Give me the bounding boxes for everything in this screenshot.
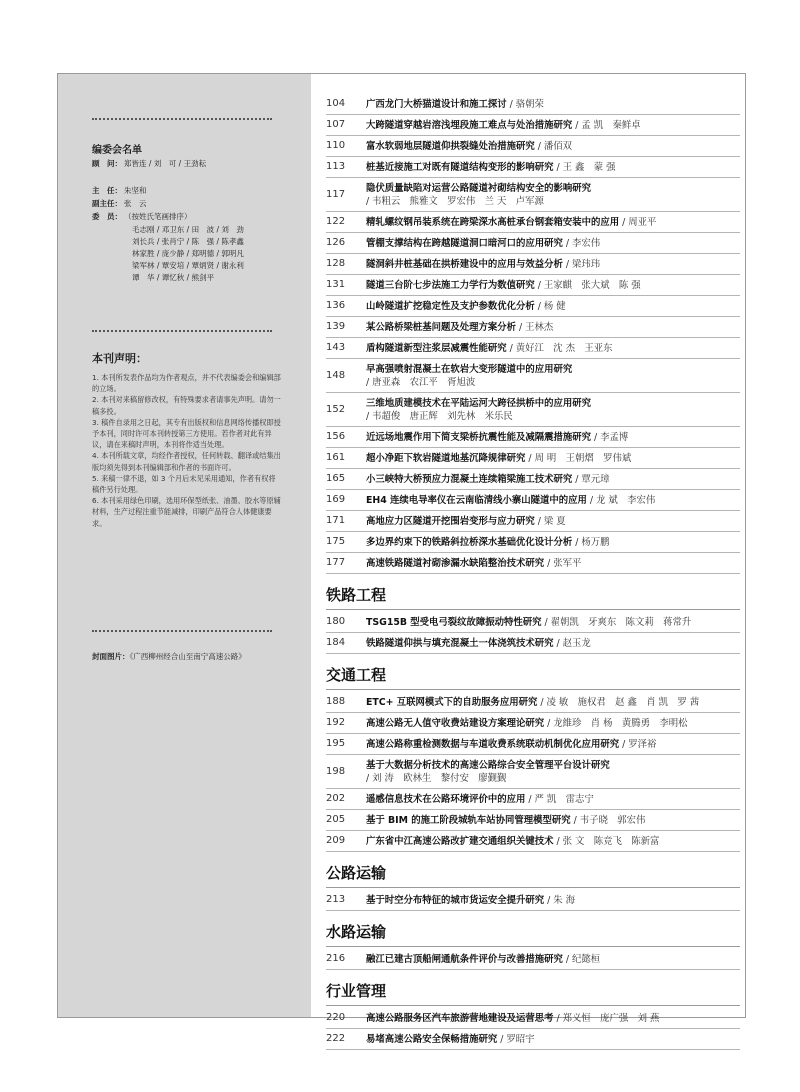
toc-page-number: 222 [326, 1033, 346, 1044]
toc-entry-text [366, 814, 740, 827]
toc-article-authors: / 杨 健 [534, 301, 566, 312]
declaration-title: 本刊声明： [92, 352, 147, 365]
toc-article-title: 盾构隧道新型注浆层减震性能研究 [366, 343, 507, 354]
toc-entry[interactable] [326, 427, 740, 448]
toc-section-heading: 水路运输 [326, 921, 740, 947]
toc-article-authors: / 梁 夏 [534, 516, 566, 527]
toc-entry[interactable] [326, 136, 740, 157]
toc-page-number: 213 [326, 894, 346, 905]
toc-article-title: 三维地质建模技术在平陆运河大跨径拱桥中的应用研究 [366, 398, 592, 409]
toc-page-number: 131 [326, 279, 346, 290]
toc-entry[interactable] [326, 553, 740, 574]
toc-entry[interactable] [326, 949, 740, 970]
toc-entry[interactable] [326, 633, 740, 654]
toc-entry-text [366, 452, 740, 465]
toc-article-authors: / 王林杰 [516, 322, 554, 333]
toc-article-title: 基于时空分布特征的城市货运安全提升研究 [366, 895, 545, 906]
cover-label: 封面图片： [92, 652, 130, 661]
toc-article-title: 大跨隧道穿越岩溶浅埋段施工难点与处治措施研究 [366, 120, 573, 131]
declaration-item: 2. 本刊对来稿留修改权，有特殊要求者请事先声明。请勿一稿多投。 [92, 395, 281, 416]
toc-page-number: 195 [326, 738, 346, 749]
toc-entry-text [366, 494, 740, 507]
toc-entry-text [366, 98, 740, 111]
toc-article-authors: / 覃元璋 [572, 474, 610, 485]
toc-page-number: 148 [326, 370, 346, 381]
toc-article-authors: / 梁玮玮 [562, 259, 601, 270]
toc-entry[interactable] [326, 178, 740, 212]
advisor-label: 顾 问： [92, 159, 122, 168]
toc-entry-text [366, 161, 740, 174]
toc-page-number: 192 [326, 717, 346, 728]
toc-page-number: 136 [326, 300, 346, 311]
toc-article-authors: / 韦子晓 郭宏伟 [570, 815, 646, 826]
toc-page-number: 165 [326, 473, 346, 484]
toc-entry-text [366, 182, 740, 208]
members-line: 刘长兵 / 张肖宁 / 陈 强 / 陈孝鑫 [132, 237, 244, 246]
toc-page-number: 143 [326, 342, 346, 353]
toc-entry[interactable] [326, 296, 740, 317]
toc-entry[interactable] [326, 692, 740, 713]
declaration-item: 6. 本刊采用绿色印刷，选用环保型纸张、油墨、胶水等原辅材料，生产过程注重节能减排，印刷产品符合人体健康要求。 [92, 496, 281, 528]
toc-page-number: 202 [326, 793, 346, 804]
toc-entry-text [366, 1033, 740, 1046]
toc-article-title: TSG15B 型受电弓裂纹故障振动特性研究 [366, 617, 542, 628]
toc-entry-text [366, 300, 740, 313]
toc-article-title: 管棚支撑结构在跨越隧道洞口暗河口的应用研究 [366, 238, 563, 249]
toc-page-number: 156 [326, 431, 346, 442]
members-line: 梁军林 / 覃安培 / 覃炳贤 / 谢永利 [132, 261, 244, 270]
toc-entry[interactable] [326, 115, 740, 136]
declaration-item: 4. 本刊所载文章，均经作者授权，任何转载、翻译或结集出版均须先得到本刊编辑部和作者的书面许可。 [92, 451, 281, 472]
toc-article-title: 高速公路服务区汽车旅游营地建设及运营思考 [366, 1013, 554, 1024]
toc-article-authors: / 骆朝荣 [506, 99, 544, 110]
toc-page-number: 220 [326, 1012, 346, 1023]
toc-page-number: 117 [326, 189, 346, 200]
table-of-contents [326, 94, 740, 1050]
deputy-label: 副主任： [92, 199, 122, 208]
toc-section-heading: 铁路工程 [326, 584, 740, 610]
toc-page-number: 128 [326, 258, 346, 269]
toc-article-title: 山岭隧道扩挖稳定性及支护参数优化分析 [366, 301, 535, 312]
toc-article-authors: / 孟 凯 秦鲜卓 [572, 120, 641, 131]
toc-article-authors: / 翟朝凯 牙爽东 陈文莉 蒋常升 [541, 617, 692, 628]
toc-entry[interactable] [326, 810, 740, 831]
toc-article-title: 融江已建古顶船闸通航条件评价与改善措施研究 [366, 954, 563, 965]
toc-entry-text [366, 637, 740, 650]
toc-page-number: 205 [326, 814, 346, 825]
toc-entry[interactable] [326, 1008, 740, 1029]
members-line: 林家胜 / 庞少静 / 郑明德 / 郭明凡 [132, 249, 244, 258]
toc-article-title: 基于 BIM 的施工阶段城轨车站协同管理模型研究 [366, 815, 571, 826]
toc-article-title: 精轧螺纹钢吊装系统在跨梁深水高桩承台钢套箱安装中的应用 [366, 217, 620, 228]
toc-article-authors: / 凌 敏 施权君 赵 鑫 肖 凯 罗 茜 [537, 697, 700, 708]
toc-entry[interactable] [326, 212, 740, 233]
toc-article-authors: / 王 鑫 蒙 强 [553, 162, 616, 173]
toc-article-authors: / 龙維珍 肖 杨 黄腾勇 李明松 [544, 718, 688, 729]
toc-article-title: 小三峡特大桥预应力混凝土连续箱梁施工技术研究 [366, 474, 573, 485]
toc-entry[interactable] [326, 254, 740, 275]
toc-article-authors: / 杨万鹏 [572, 537, 610, 548]
dotted-divider [92, 118, 272, 120]
toc-entry[interactable] [326, 94, 740, 115]
toc-article-title: 高速公路无人值守收费站建设方案理论研究 [366, 718, 545, 729]
toc-page-number: 122 [326, 216, 346, 227]
toc-entry[interactable] [326, 713, 740, 734]
toc-page-number: 161 [326, 452, 346, 463]
toc-entry[interactable] [326, 393, 740, 427]
toc-section-heading: 交通工程 [326, 664, 740, 690]
toc-entry[interactable] [326, 469, 740, 490]
dotted-divider [92, 330, 272, 332]
toc-article-authors: / 潘佰双 [534, 141, 573, 152]
toc-entry-text [366, 1012, 740, 1025]
advisor-row [92, 158, 206, 170]
toc-article-authors: / 刘 涛 欧林生 黎付安 廖觐觐 [366, 773, 507, 784]
toc-article-authors: / 罗泽裕 [619, 739, 657, 750]
toc-section-heading: 行业管理 [326, 980, 740, 1006]
toc-divider [326, 653, 740, 654]
toc-page-number: 188 [326, 696, 346, 707]
toc-entry-text [366, 237, 740, 250]
toc-entry-text [366, 696, 740, 709]
members-note: （按姓氏笔画排序） [124, 212, 192, 221]
toc-entry-text [366, 321, 740, 334]
toc-article-title: 隧洞斜井桩基础在拱桥建设中的应用与效益分析 [366, 259, 563, 270]
toc-entry-text [366, 140, 740, 153]
declaration-list [92, 372, 282, 529]
toc-entry-text [366, 216, 740, 229]
dotted-divider [92, 630, 272, 632]
toc-article-authors: / 张军平 [544, 558, 582, 569]
toc-article-title: 桩基近接施工对既有隧道结构变形的影响研究 [366, 162, 554, 173]
toc-article-authors: / 罗昭宇 [497, 1034, 535, 1045]
toc-entry-text [366, 342, 740, 355]
toc-entry[interactable] [326, 511, 740, 532]
members-line: 谭 华 / 谭忆秋 / 熊剑平 [132, 273, 215, 282]
toc-article-title: 隐伏质量缺陷对运营公路隧道衬砌结构安全的影响研究 [366, 183, 592, 194]
toc-divider [326, 969, 740, 970]
toc-entry[interactable] [326, 755, 740, 789]
toc-page-number: 104 [326, 98, 346, 109]
toc-entry-text [366, 793, 740, 806]
declaration-item: 1. 本刊所发表作品均为作者观点，并不代表编委会和编辑部的立场。 [92, 373, 281, 394]
toc-entry-text [366, 717, 740, 730]
toc-entry[interactable] [326, 734, 740, 755]
members-list [132, 224, 282, 284]
toc-article-authors: / 李宏伟 [562, 238, 601, 249]
toc-entry-text [366, 759, 740, 785]
toc-article-authors: / 张 文 陈竞飞 陈新富 [553, 836, 660, 847]
toc-entry-text [366, 119, 740, 132]
toc-article-authors: / 王家麒 张大斌 陈 强 [534, 280, 641, 291]
toc-article-authors: / 李孟博 [591, 432, 629, 443]
toc-entry[interactable] [326, 890, 740, 911]
toc-entry[interactable] [326, 612, 740, 633]
toc-page-number: 180 [326, 616, 346, 627]
toc-entry[interactable] [326, 359, 740, 393]
toc-page-number: 126 [326, 237, 346, 248]
deputy-row [92, 198, 147, 210]
toc-entry-text [366, 473, 740, 486]
toc-divider [326, 1049, 740, 1050]
toc-entry-text [366, 894, 740, 907]
members-line: 毛志刚 / 邓卫东 / 田 波 / 刘 劲 [132, 225, 244, 234]
toc-entry[interactable] [326, 1029, 740, 1050]
toc-entry-text [366, 431, 740, 444]
toc-page-number: 175 [326, 536, 346, 547]
toc-entry[interactable] [326, 490, 740, 511]
toc-article-title: 基于大数据分析技术的高速公路综合安全管理平台设计研究 [366, 760, 610, 771]
cover-text: 《广西柳州经合山至南宁高速公路》 [129, 652, 246, 661]
toc-article-title: 多边界约束下的铁路斜拉桥深水基础优化设计分析 [366, 537, 573, 548]
toc-article-authors: / 周亚平 [619, 217, 657, 228]
toc-entry[interactable] [326, 532, 740, 553]
toc-article-authors: / 赵玉龙 [553, 638, 591, 649]
toc-entry-text [366, 536, 740, 549]
toc-article-title: 近远场地震作用下简支梁桥抗震性能及减隔震措施研究 [366, 432, 592, 443]
toc-article-authors: / 韦超俊 唐正辉 刘先林 米乐民 [366, 411, 513, 422]
toc-entry[interactable] [326, 338, 740, 359]
toc-entry[interactable] [326, 157, 740, 178]
advisor-names: 郑皆连 / 刘 可 / 王劲耘 [124, 159, 207, 168]
toc-article-title: EH4 连续电导率仪在云南临清线小寨山隧道中的应用 [366, 495, 587, 506]
toc-entry[interactable] [326, 831, 740, 852]
toc-article-authors: / 纪懿桓 [562, 954, 601, 965]
toc-entry-text [366, 363, 740, 389]
toc-article-title: 高地应力区隧道开挖围岩变形与应力研究 [366, 516, 535, 527]
toc-section-heading: 公路运输 [326, 862, 740, 888]
toc-article-title: 铁路隧道仰拱与填充混凝土一体浇筑技术研究 [366, 638, 554, 649]
toc-page-number: 139 [326, 321, 346, 332]
cover-caption [92, 651, 246, 662]
toc-entry[interactable] [326, 233, 740, 254]
toc-article-title: 富水软弱地层隧道仰拱裂缝处治措施研究 [366, 141, 535, 152]
toc-article-authors: / 郑义恒 庞广强 刘 燕 [553, 1013, 660, 1024]
toc-article-title: 隧道三台阶七步法施工力学行为数值研究 [366, 280, 535, 291]
toc-article-authors: / 周 明 王朝熠 罗伟斌 [525, 453, 632, 464]
toc-page-number: 209 [326, 835, 346, 846]
toc-page-number: 107 [326, 119, 346, 130]
toc-entry[interactable] [326, 275, 740, 296]
toc-article-title: 高速铁路隧道衬砌渗漏水缺陷整治技术研究 [366, 558, 545, 569]
toc-page-number: 177 [326, 557, 346, 568]
director-row [92, 185, 147, 197]
toc-entry-text [366, 835, 740, 848]
toc-page-number: 184 [326, 637, 346, 648]
toc-article-title: 早高强喷射混凝土在软岩大变形隧道中的应用研究 [366, 364, 573, 375]
toc-entry[interactable] [326, 789, 740, 810]
toc-article-title: 广西龙门大桥猫道设计和施工探讨 [366, 99, 507, 110]
toc-article-title: 超小净距下软岩隧道地基沉降规律研究 [366, 453, 526, 464]
declaration-item: 5. 来稿一律不退，如 3 个月后未见采用通知，作者有权将稿件另行处理。 [92, 473, 276, 495]
toc-article-title: 广东省中江高速公路改扩建交通组织关键技术 [366, 836, 554, 847]
toc-page-number: 198 [326, 766, 346, 777]
deputy-name: 张 云 [124, 199, 147, 208]
toc-article-title: ETC+ 互联网模式下的自助服务应用研究 [366, 697, 538, 708]
toc-article-authors: / 龙 斌 李宏伟 [586, 495, 656, 506]
toc-divider [326, 851, 740, 852]
toc-article-authors: / 韦粗云 熊雅文 罗宏伟 兰 天 卢军源 [366, 196, 544, 207]
toc-article-authors: / 朱 海 [544, 895, 575, 906]
toc-article-title: 某公路桥梁桩基问题及处理方案分析 [366, 322, 517, 333]
declaration-item: 3. 稿件自录用之日起，其专有出版权和信息网络传播权即授予本刊，同时许可本刊转授第三方使用。若作者对此有异议，请在来稿时声明，本刊将作适当处理。 [92, 417, 281, 450]
toc-page-number: 216 [326, 953, 346, 964]
toc-article-title: 高速公路称重检测数据与车道收费系统联动机制优化应用研究 [366, 739, 620, 750]
toc-article-title: 遥感信息技术在公路环境评价中的应用 [366, 794, 526, 805]
members-row [92, 211, 192, 223]
director-label: 主 任： [92, 186, 122, 195]
toc-entry-text [366, 258, 740, 271]
director-name: 朱坚和 [124, 186, 147, 195]
toc-entry-text [366, 557, 740, 570]
toc-page-number: 152 [326, 404, 346, 415]
toc-entry-text [366, 515, 740, 528]
toc-entry[interactable] [326, 448, 740, 469]
members-label: 委 员： [92, 212, 122, 221]
toc-article-authors: / 唐亚森 农江平 胥旭波 [366, 377, 476, 388]
editorial-board-title: 编委会名单 [92, 145, 142, 156]
toc-entry-text [366, 953, 740, 966]
toc-article-authors: / 严 凯 雷志宁 [525, 794, 594, 805]
toc-article-title: 易堵高速公路安全保畅措施研究 [366, 1034, 498, 1045]
toc-page-number: 113 [326, 161, 346, 172]
toc-entry-text [366, 397, 740, 423]
toc-page-number: 169 [326, 494, 346, 505]
toc-entry-text [366, 616, 740, 629]
toc-entry-text [366, 738, 740, 751]
toc-page-number: 171 [326, 515, 346, 526]
toc-divider [326, 573, 740, 574]
toc-entry[interactable] [326, 317, 740, 338]
toc-page-number: 110 [326, 140, 346, 151]
toc-article-authors: / 黄好江 沈 杰 王亚东 [506, 343, 613, 354]
toc-entry-text [366, 279, 740, 292]
toc-divider [326, 910, 740, 911]
